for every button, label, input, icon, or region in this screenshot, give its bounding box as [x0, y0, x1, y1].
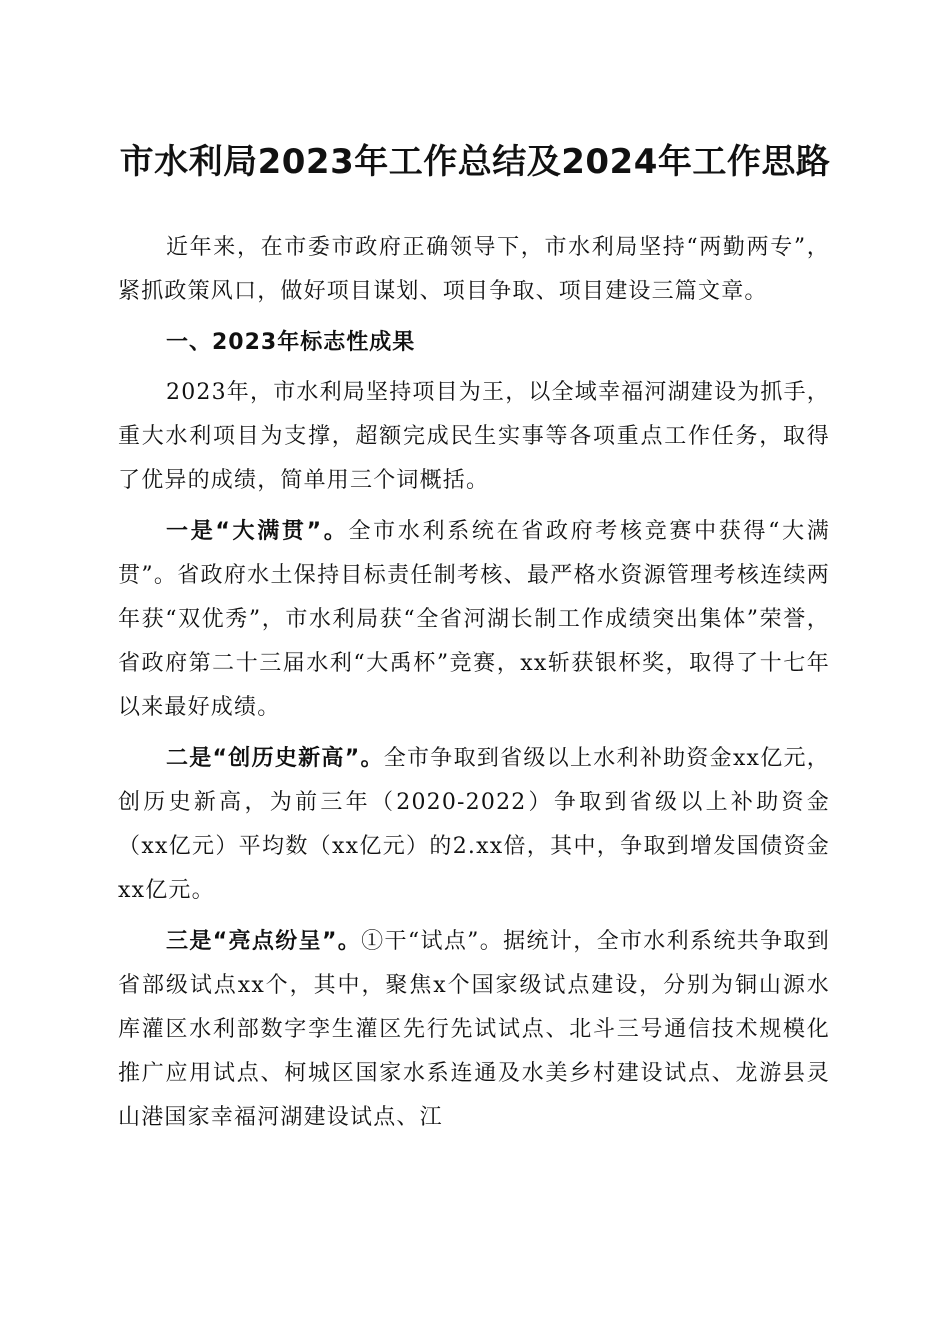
- item-lead-2: 二是“创历史新高”。: [166, 746, 384, 771]
- section-paragraph: 2023年，市水利局坚持项目为王，以全域幸福河湖建设为抓手，重大水利项目为支撑，超额完成民生实事等各项重点工作任务，取得了优异的成绩，简单用三个词概括。: [118, 380, 830, 493]
- document-body: [118, 226, 830, 1147]
- section-heading: 一、2023年标志性成果: [166, 330, 416, 355]
- item-lead-1: 一是“大满贯”。: [166, 519, 349, 544]
- item-text-1: 全市水利系统在省政府考核竞赛中获得“大满贯”。省政府水土保持目标责任制考核、最严格水资源管理考核连续两年获“双优秀”，市水利局获“全省河湖长制工作成绩突出集体”荣誉，省政府第二十三届水利“大禹杯”竞赛，xx斩获银杯奖，取得了十七年以来最好成绩。: [118, 519, 830, 720]
- item-paragraph-3: [118, 920, 830, 1140]
- page-title: 市水利局2023年工作总结及2024年工作思路: [119, 142, 831, 182]
- item-lead-3: 三是“亮点纷呈”。: [166, 929, 362, 954]
- item-paragraph-2: [118, 737, 830, 913]
- item-paragraph-1: [118, 510, 830, 730]
- item-text-2: 全市争取到省级以上水利补助资金xx亿元，创历史新高，为前三年（2020-2022）争取到省级以上补助资金（xx亿元）平均数（xx亿元）的2.xx倍，其中，争取到增发国债资金xx亿元。: [118, 746, 830, 903]
- item-text-3: ①干“试点”。据统计，全市水利系统共争取到省部级试点xx个，其中，聚焦x个国家级试点建设，分别为铜山源水库灌区水利部数字孪生灌区先行先试试点、北斗三号通信技术规模化推广应用试点、柯城区国家水系连通及水美乡村建设试点、龙游县灵山港国家幸福河湖建设试点、江: [118, 929, 830, 1130]
- intro-paragraph: 近年来，在市委市政府正确领导下，市水利局坚持“两勤两专”，紧抓政策风口，做好项目谋划、项目争取、项目建设三篇文章。: [118, 235, 830, 304]
